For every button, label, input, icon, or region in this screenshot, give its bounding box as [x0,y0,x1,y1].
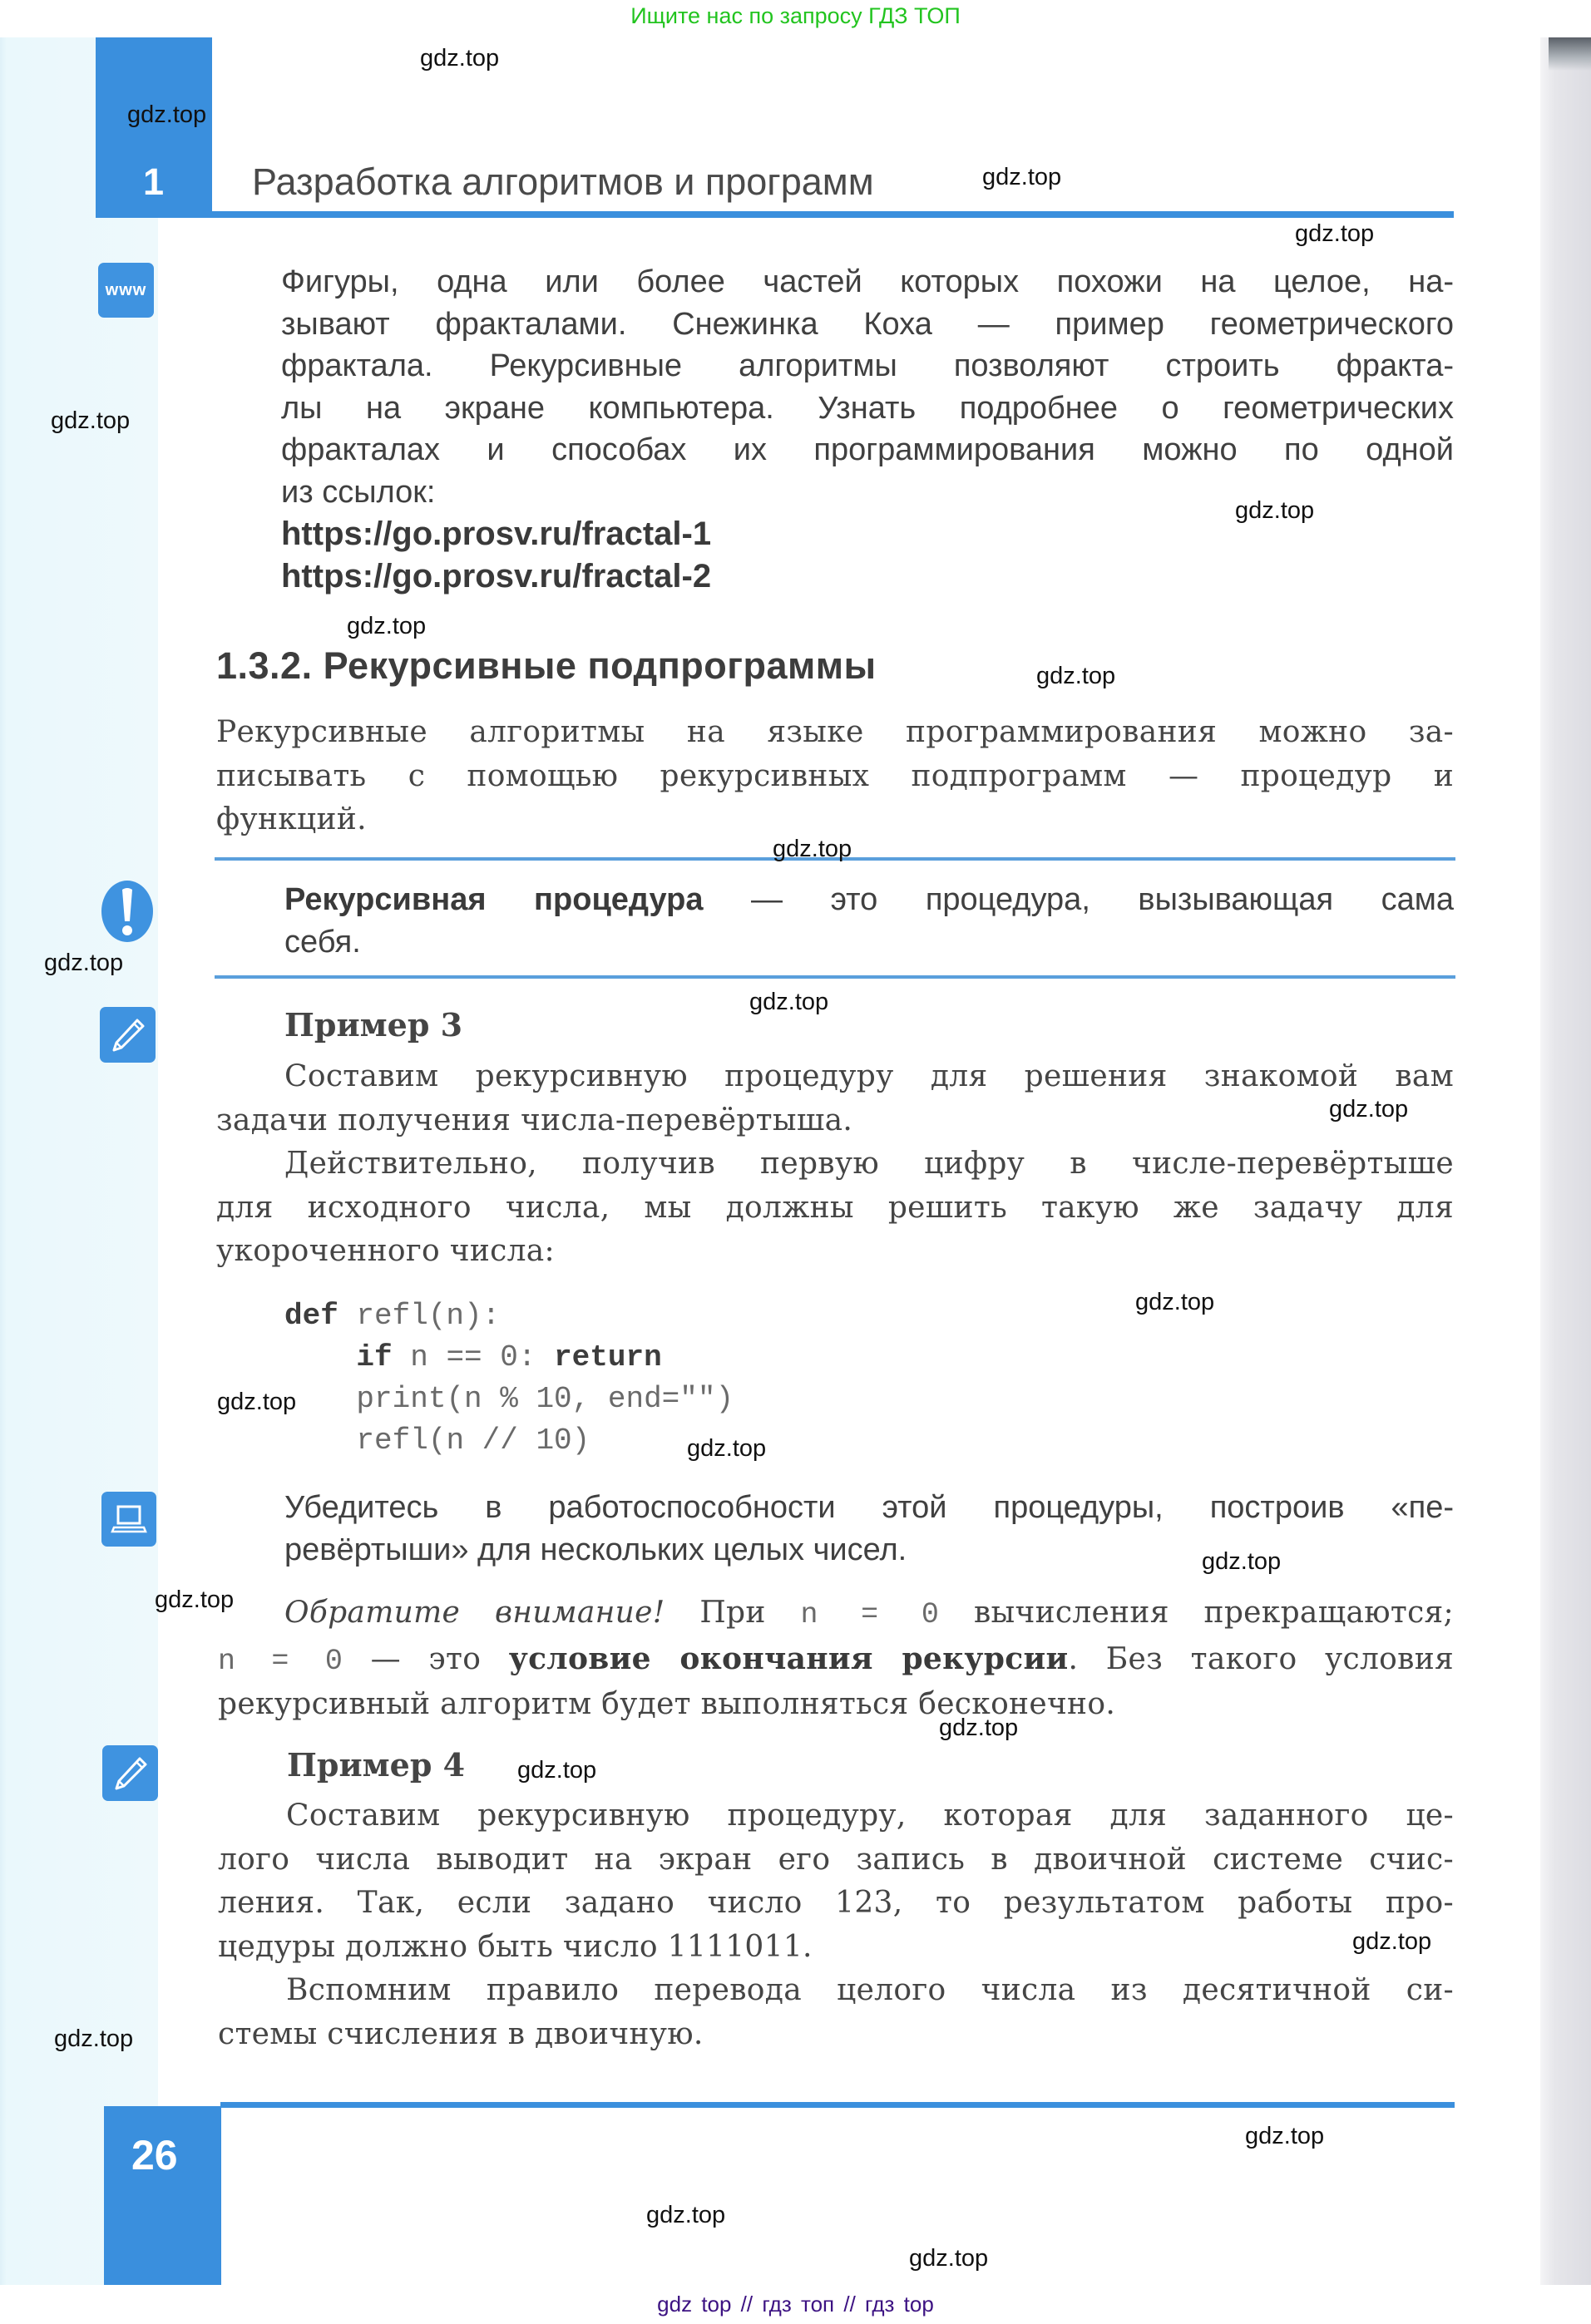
watermark: gdz.top [44,950,124,976]
watermark: gdz.top [51,407,131,434]
watermark: gdz.top [127,101,207,128]
watermark: gdz.top [1352,1928,1432,1955]
watermark: gdz.top [1235,497,1315,524]
watermark: gdz.top [1135,1289,1215,1315]
watermark: gdz.top [54,2025,134,2052]
text-line: Действительно, получив первую цифру в числе-перевёртыше [284,1147,1454,1181]
text-line: Составим рекурсивную процедуру, которая для заданного це- [286,1799,1454,1833]
definition-term: Рекурсивная процедура [284,882,704,917]
watermark: gdz.top [420,45,500,72]
text-line: укороченного числа: [216,1234,555,1268]
example-3-text [216,1055,1454,1274]
text-line: цедуры должно быть число 1111011. [218,1929,813,1964]
www-icon-label: www [105,280,147,299]
laptop-icon [101,1492,156,1547]
attention-text [218,1591,1454,1727]
exclamation-icon [100,880,155,943]
example-3-title: Пример 3 [284,1006,463,1044]
text-line: ревёртыши» для нескольких целых чисел. [284,1532,907,1567]
header-rule [212,211,1454,218]
watermark: gdz.top [517,1757,597,1784]
watermark: gdz.top [939,1715,1019,1741]
fractal-link-1[interactable]: https://go.prosv.ru/fractal-1 [281,516,712,552]
text-line: функций. [216,802,367,836]
pencil-icon [100,1007,156,1063]
code-line: print(n % 10, end="") [356,1382,734,1416]
text-line: Обратите внимание! При n = 0 вычисления прекращаются; [284,1596,1454,1631]
code-line: if n == 0: return [356,1340,662,1374]
text-line: фракталах и способах их программирования можно по одной [281,432,1454,467]
text-line [284,879,1454,921]
text-line: фрактала. Рекурсивные алгоритмы позволяют строить фракта- [281,348,1454,383]
chapter-title: Разработка алгоритмов и программ [252,160,874,203]
www-icon [98,263,154,318]
www-note-text [281,261,1454,597]
watermark: gdz.top [982,164,1062,190]
example-4-text [218,1794,1454,2056]
bottom-banner[interactable]: gdz top // гдз топ // гдз top [657,2292,934,2317]
definition-text [284,879,1454,963]
pencil-icon [102,1745,158,1801]
text-line: писывать с помощью рекурсивных подпрограмм — процедур и [216,758,1454,793]
watermark: gdz.top [155,1586,235,1613]
text-line: ления. Так, если задано число 123, то результатом работы про- [218,1886,1454,1920]
section-intro [216,711,1454,842]
text-line: лы на экране компьютера. Узнать подробнее о геометрических [281,390,1454,426]
footer-rule [220,2102,1455,2108]
section-heading: 1.3.2. Рекурсивные подпрограммы [216,644,877,687]
top-banner[interactable]: Ищите нас по запросу ГДЗ ТОП [630,3,961,28]
text-line: задачи получения числа-перевёртыша. [216,1103,853,1137]
page-edge-corner [1549,37,1591,71]
code-line: def refl(n): [284,1299,501,1333]
watermark: gdz.top [347,613,427,639]
text-line: Убедитесь в работоспособности этой процедуры, построив «пе- [284,1490,1454,1525]
chapter-number: 1 [143,160,165,203]
definition-bottom-rule [215,975,1455,979]
watermark: gdz.top [1036,663,1116,689]
example-4-title: Пример 4 [287,1746,466,1784]
key-term: условие окончания рекурсии [508,1641,1069,1676]
watermark: gdz.top [909,2245,989,2272]
text-line: Составим рекурсивную процедуру для решения знакомой вам [284,1059,1454,1093]
text-line: лого числа выводит на экран его запись в двоичной системе счис- [218,1842,1454,1877]
watermark: gdz.top [217,1389,297,1415]
watermark: gdz.top [1295,220,1375,247]
left-margin-strip [0,37,158,2285]
text-line: для исходного числа, мы должны решить такую же задачу для [216,1190,1454,1225]
page-number: 26 [131,2132,178,2178]
watermark: gdz.top [749,989,829,1015]
code-line: refl(n // 10) [356,1424,590,1458]
text-line: из ссылок: [281,474,436,510]
text-line: Рекурсивные алгоритмы на языке программирования можно за- [216,715,1454,749]
fractal-link-2[interactable]: https://go.prosv.ru/fractal-2 [281,557,712,595]
definition-body: — это процедура, вызывающая сама [703,882,1454,917]
attention-lead: Обратите внимание! [284,1596,665,1630]
text-line: n = 0 — это условие окончания рекурсии. Без такого условия [218,1641,1454,1678]
page-edge-shadow [1540,37,1591,2285]
text-line: стемы счисления в двоичную. [218,2016,704,2051]
code-block [284,1295,734,1462]
watermark: gdz.top [1329,1096,1409,1123]
text-line: Фигуры, одна или более частей которых похожи на целое, на- [281,264,1454,299]
page-number-tab [104,2106,221,2285]
watermark: gdz.top [687,1435,767,1462]
watermark: gdz.top [1202,1548,1282,1575]
watermark: gdz.top [646,2202,726,2228]
watermark: gdz.top [773,836,852,862]
text-line: себя. [284,924,361,960]
text-line: рекурсивный алгоритм будет выполняться бесконечно. [218,1687,1116,1721]
text-line: зывают фракталами. Снежинка Коха — пример геометрического [281,306,1454,342]
watermark: gdz.top [1245,2123,1325,2149]
text-line: Вспомним правило перевода целого числа из десятичной си- [286,1973,1454,2007]
